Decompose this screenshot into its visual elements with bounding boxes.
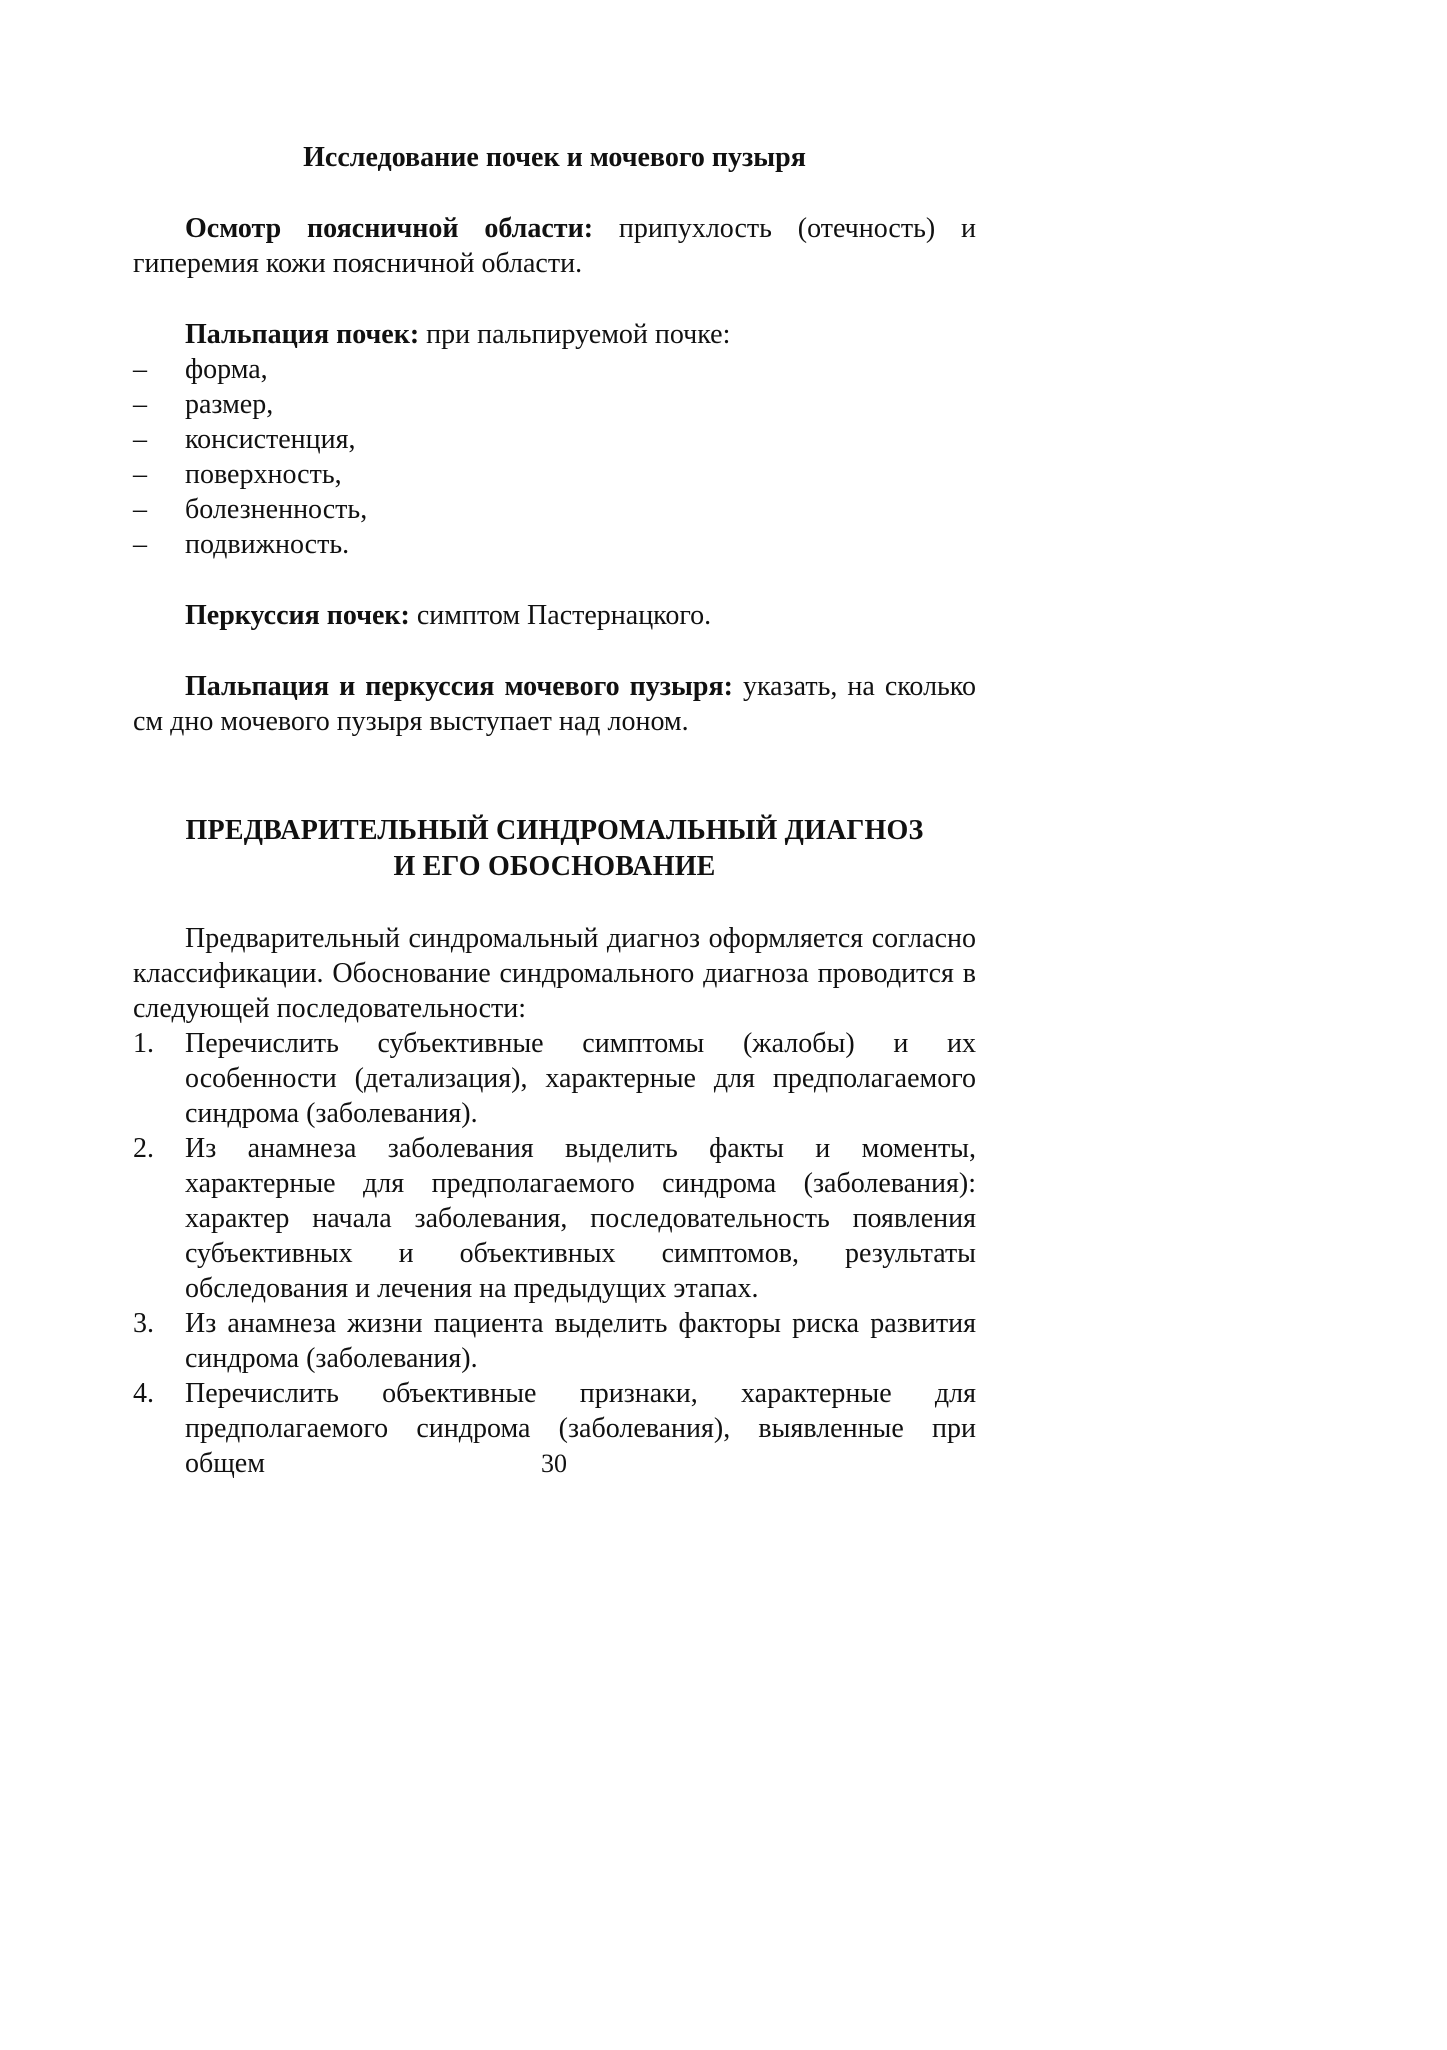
dash-marker: –: [133, 354, 147, 385]
step-text: Из анамнеза жизни пациента выделить факторы риска развития синдрома (заболевания).: [185, 1308, 976, 1374]
list-item: – консистенция,: [133, 424, 356, 455]
dash-marker: –: [133, 459, 147, 490]
inspection-text: припухлость (отечность) и гиперемия кожи поясничной области.: [133, 213, 977, 279]
main-heading: [133, 813, 976, 885]
list-item: [133, 1026, 976, 1131]
steps-list: [133, 1026, 976, 1481]
inspection-paragraph: [133, 211, 976, 281]
page-number: 30: [541, 1449, 567, 1478]
step-text: Из анамнеза заболевания выделить факты и моменты, характерные для предполагаемого синдрома (заболевания): характер начала заболевания, последовательность появления субъективных и объективных симптомов, результаты обследования и лечения на предыдущих этапах.: [185, 1133, 976, 1304]
dash-marker: –: [133, 494, 147, 525]
palpation-label: Пальпация почек:: [185, 319, 420, 350]
percussion-label: Перкуссия почек:: [185, 600, 410, 631]
list-item: – болезненность,: [133, 494, 368, 525]
list-item: [133, 1306, 976, 1376]
inspection-label: Осмотр поясничной области:: [185, 213, 594, 244]
heading-line-1: ПРЕДВАРИТЕЛЬНЫЙ СИНДРОМАЛЬНЫЙ ДИАГНОЗ: [185, 815, 924, 846]
step-number: 4.: [133, 1378, 154, 1409]
bladder-paragraph: [133, 669, 976, 739]
step-number: 3.: [133, 1308, 154, 1339]
list-item: – форма,: [133, 354, 268, 385]
intro-paragraph: Предварительный синдромальный диагноз оформляется согласно классификации. Обоснование синдромального диагноза проводится в следующей последовательности:: [133, 923, 976, 1024]
list-item: – поверхность,: [133, 459, 342, 490]
step-text: Перечислить объективные признаки, характерные для предполагаемого синдрома (заболевания), выявленные при общем: [185, 1378, 976, 1479]
heading-line-2: И ЕГО ОБОСНОВАНИЕ: [393, 851, 716, 882]
step-number: 1.: [133, 1028, 154, 1059]
list-item: – размер,: [133, 389, 274, 420]
palpation-text: при пальпируемой почке:: [419, 319, 731, 350]
palpation-list: [133, 352, 976, 562]
list-item: – подвижность.: [133, 529, 350, 560]
palpation-paragraph: [133, 317, 976, 352]
page-content: [133, 140, 976, 1481]
step-number: 2.: [133, 1133, 154, 1164]
list-item: [133, 1131, 976, 1306]
bladder-label: Пальпация и перкуссия мочевого пузыря:: [185, 671, 733, 702]
dash-marker: –: [133, 529, 147, 560]
section-title: Исследование почек и мочевого пузыря: [303, 142, 806, 173]
percussion-paragraph: [133, 598, 976, 633]
percussion-text: симптом Пастернацкого.: [409, 600, 712, 631]
bladder-text: указать, на сколько см дно мочевого пузыря выступает над лоном.: [133, 671, 976, 737]
dash-marker: –: [133, 389, 147, 420]
step-text: Перечислить субъективные симптомы (жалобы) и их особенности (детализация), характерные для предполагаемого синдрома (заболевания).: [185, 1028, 976, 1129]
dash-marker: –: [133, 424, 147, 455]
